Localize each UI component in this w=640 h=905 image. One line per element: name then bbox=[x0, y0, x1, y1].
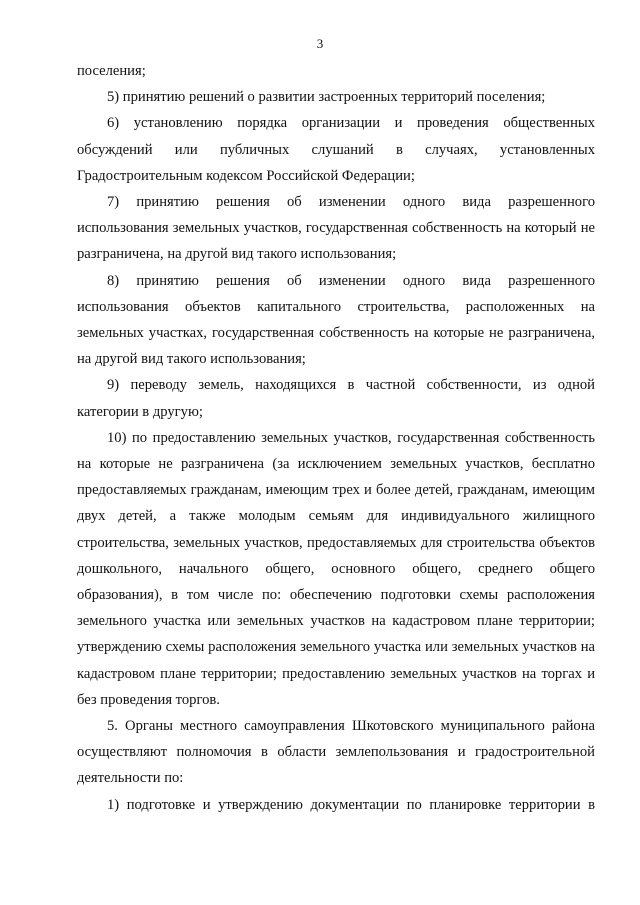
paragraph: 10) по предоставлению земельных участков, государственная собственность на которые не разграничена (за исключением земельных участков, бесплатно предоставляемых гражданам, имеющим трех и более детей, гражданам, имеющим двух детей, а также молодым семьям для индивидуального жилищного строительства, земельных участков, предоставляемых для строительства объектов дошкольного, начального общего, основного общего, среднего общего образования), в том числе по: обеспечению подготовки схемы расположения земельного участка или земельных участков на кадастровом плане территории; утверждению схемы расположения земельного участка или земельных участков на кадастровом плане территории; предоставлению земельных участков на торгах и без проведения торгов. bbox=[77, 429, 595, 708]
paragraph: 6) установлению порядка организации и проведения общественных обсуждений или публичных слушаний в случаях, установленных Градостроительным кодексом Российской Федерации; bbox=[77, 115, 595, 184]
paragraph: 5) принятию решений о развитии застроенных территорий поселения; bbox=[107, 89, 546, 106]
paragraph-last: 1) подготовке и утверждению документации по планировке территории в bbox=[107, 796, 595, 813]
paragraph: 5. Органы местного самоуправления Шкотовского муниципального района осуществляют полномочия в области землепользования и градостроительной деятельности по: bbox=[77, 718, 595, 787]
document-body bbox=[77, 58, 595, 818]
paragraph: 9) переводу земель, находящихся в частной собственности, из одной категории в другую; bbox=[77, 377, 595, 420]
page-number: 3 bbox=[316, 36, 324, 51]
paragraph: 8) принятию решения об изменении одного вида разрешенного использования объектов капитального строительства, расположенных на земельных участках, государственная собственность на которые не разграничена, на другой вид такого использования; bbox=[77, 272, 595, 368]
paragraph: поселения; bbox=[77, 63, 146, 79]
paragraph: 7) принятию решения об изменении одного вида разрешенного использования земельных участков, государственная собственность на который не разграничена, на другой вид такого использования; bbox=[77, 194, 595, 263]
